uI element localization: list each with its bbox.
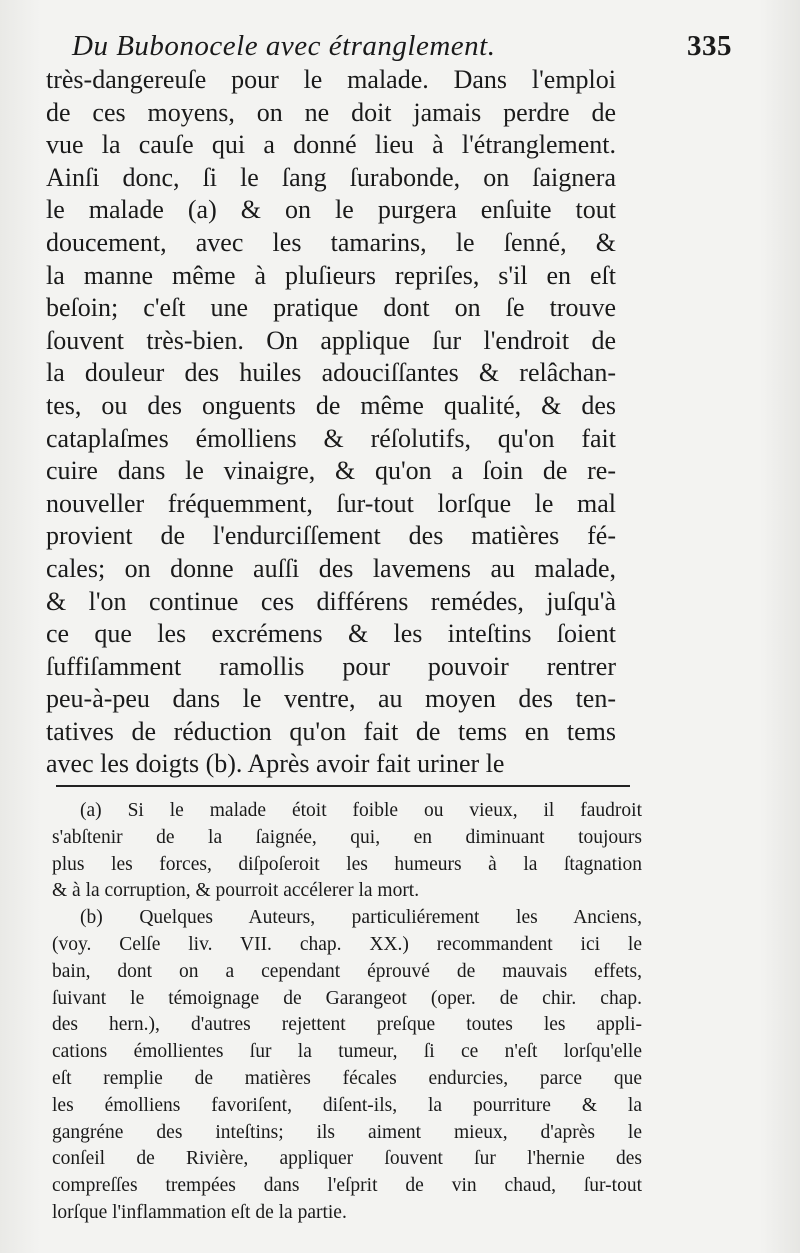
footnote-divider xyxy=(56,785,630,787)
footnote-line: conſeil de Rivière, appliquer ſouvent ſur l'hernie des xyxy=(52,1148,642,1170)
footnote-line: cations émollientes ſur la tumeur, ſi ce n'eſt lorſqu'elle xyxy=(52,1041,642,1063)
text-line: cuire dans le vinaigre, & qu'on a ſoin de re- xyxy=(46,456,616,486)
footnotes xyxy=(52,798,642,1227)
page-number: 335 xyxy=(687,30,732,62)
text-line: la douleur des huiles adouciſſantes & relâchan- xyxy=(46,358,616,388)
text-line: & l'on continue ces différens remédes, juſqu'à xyxy=(46,586,616,616)
footnote-line: s'abſtenir de la ſaignée, qui, en diminuant toujours xyxy=(52,826,642,848)
text-line: tatives de réduction qu'on fait de tems en tems xyxy=(46,716,616,746)
running-header xyxy=(72,30,732,63)
footnote-line: (b) Quelques Auteurs, particuliérement les Anciens, xyxy=(80,907,642,929)
text-line: cales; on donne auſſi des lavemens au malade, xyxy=(46,553,616,583)
footnote-line: les émolliens favoriſent, diſent-ils, la pourriture & la xyxy=(52,1094,642,1116)
footnote-line: (voy. Celſe liv. VII. chap. XX.) recommandent ici le xyxy=(52,933,642,955)
running-title: Du Bubonocele avec étranglement. xyxy=(72,30,496,62)
text-line: Ainſi donc, ſi le ſang ſurabonde, on ſaignera xyxy=(46,162,616,192)
footnote-line: & à la corruption, & pourroit accélerer la mort. xyxy=(52,880,420,902)
text-line: tes, ou des onguents de même qualité, & des xyxy=(46,390,616,420)
footnote-line: bain, dont on a cependant éprouvé de mauvais effets, xyxy=(52,960,642,982)
text-line: provient de l'endurciſſement des matières fé- xyxy=(46,521,616,551)
text-line: nouveller fréquemment, ſur-tout lorſque le mal xyxy=(46,488,616,518)
footnote-line: lorſque l'inflammation eſt de la partie. xyxy=(52,1201,347,1223)
text-line: la manne même à pluſieurs repriſes, s'il en eſt xyxy=(46,260,616,290)
footnote-line: gangréne des inteſtins; ils aiment mieux, d'après le xyxy=(52,1121,642,1143)
footnote-line: eſt remplie de matières fécales endurcies, parce que xyxy=(52,1067,642,1089)
text-line: vue la cauſe qui a donné lieu à l'étranglement. xyxy=(46,130,616,160)
text-line: peu-à-peu dans le ventre, au moyen des ten- xyxy=(46,684,616,714)
body-text xyxy=(46,64,616,781)
text-line: avec les doigts (b). Après avoir fait uriner le xyxy=(46,749,505,779)
text-line: cataplaſmes émolliens & réſolutifs, qu'on fait xyxy=(46,423,616,453)
text-line: de ces moyens, on ne doit jamais perdre de xyxy=(46,97,616,127)
footnote-line: plus les forces, diſpoſeroit les humeurs à la ſtagnation xyxy=(52,853,642,875)
text-line: très-dangereuſe pour le malade. Dans l'emploi xyxy=(46,65,616,94)
footnote-line: ſuivant le témoignage de Garangeot (oper. de chir. chap. xyxy=(52,987,642,1009)
text-line: ſuffiſamment ramollis pour pouvoir rentrer xyxy=(46,651,616,681)
text-line: ſouvent très-bien. On applique ſur l'endroit de xyxy=(46,325,616,355)
text-line: ce que les excrémens & les inteſtins ſoient xyxy=(46,619,616,649)
footnote-line: des hern.), d'autres rejettent preſque toutes les appli- xyxy=(52,1014,642,1036)
footnote-line: (a) Si le malade étoit foible ou vieux, il faudroit xyxy=(80,800,642,821)
text-line: le malade (a) & on le purgera enſuite tout xyxy=(46,195,616,225)
text-line: beſoin; c'eſt une pratique dont on ſe trouve xyxy=(46,293,616,323)
text-line: doucement, avec les tamarins, le ſenné, & xyxy=(46,227,616,257)
footnote-line: compreſſes trempées dans l'eſprit de vin chaud, ſur-tout xyxy=(52,1175,642,1197)
